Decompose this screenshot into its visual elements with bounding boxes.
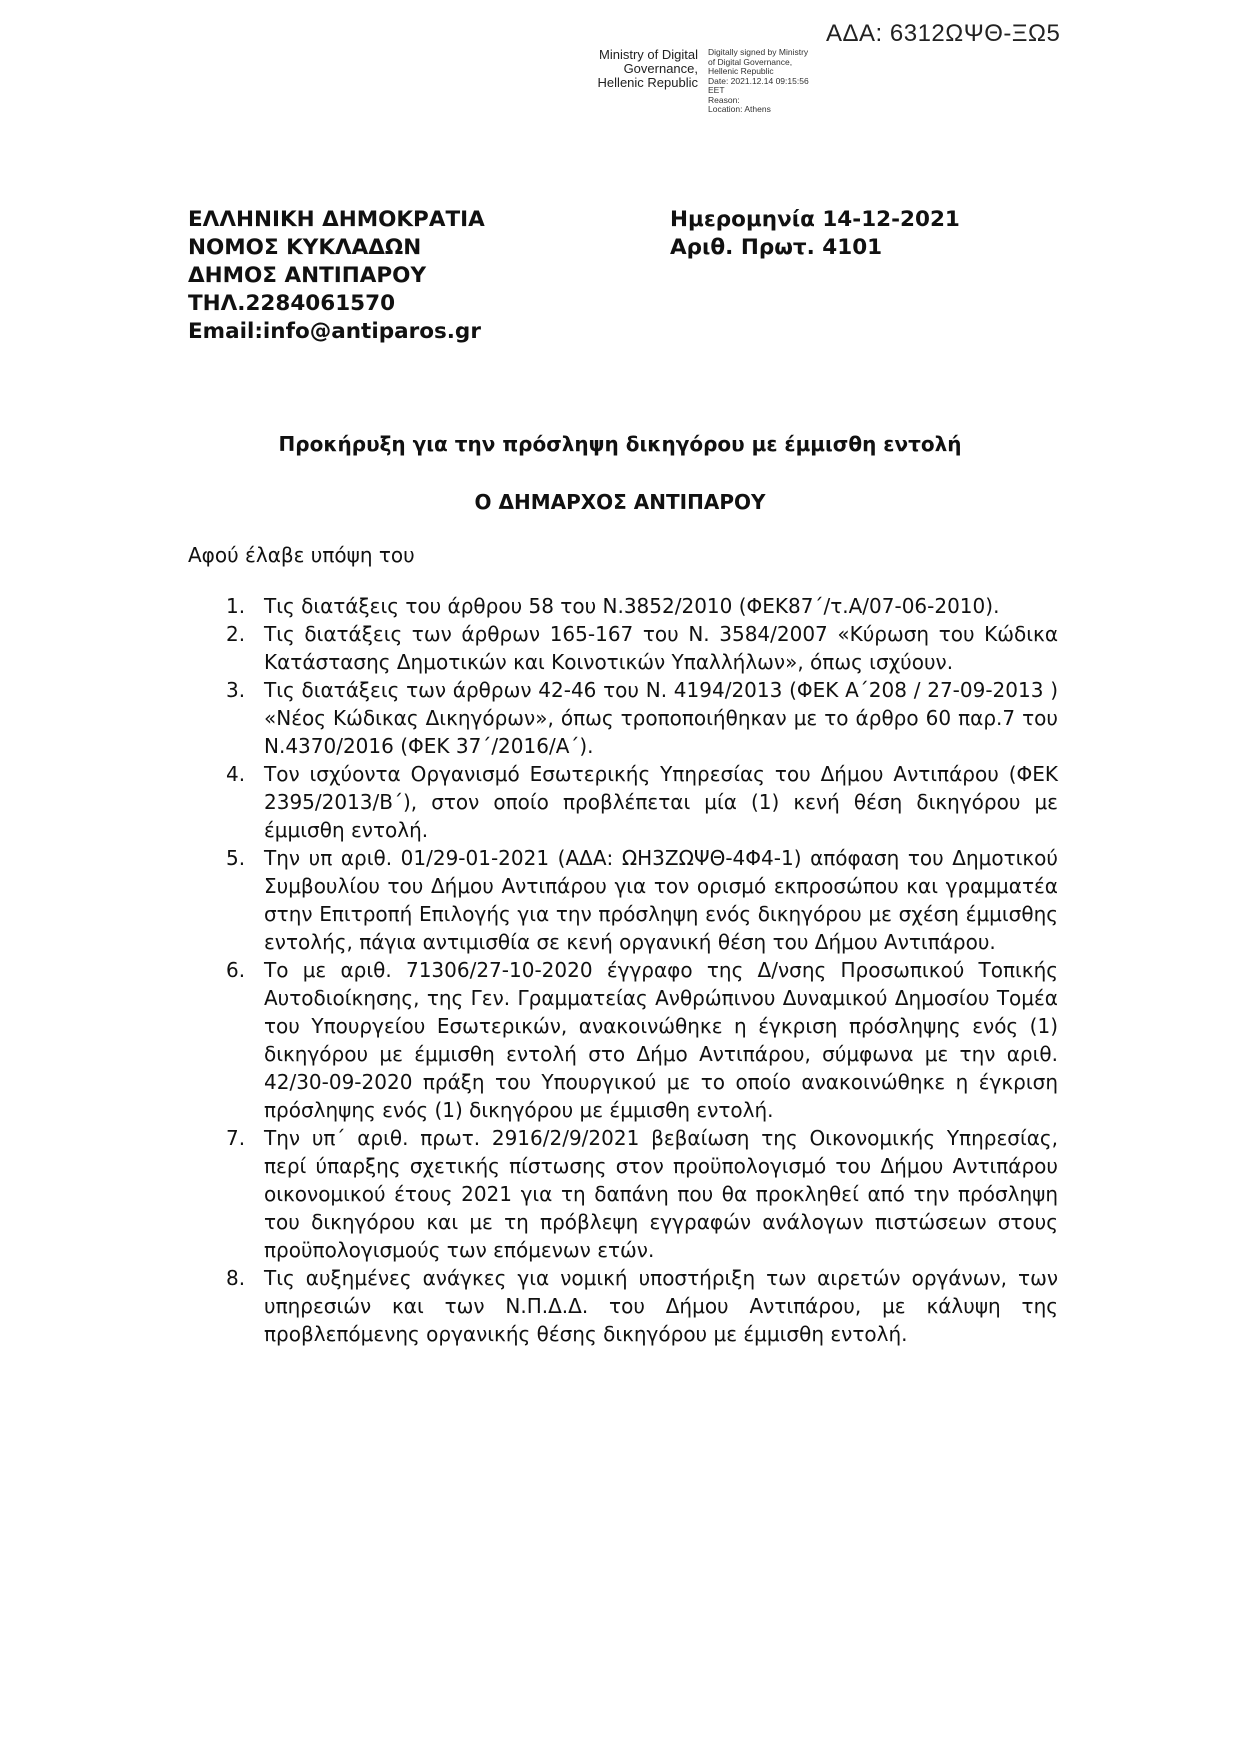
list-item: [226, 592, 1058, 620]
issuer-line: ΝΟΜΟΣ ΚΥΚΛΑΔΩΝ: [188, 235, 422, 260]
item-text: Την υπ αριθ. 01/29-01-2021 (ΑΔΑ: ΩΗ3ΖΩΨΘ-4Φ4-1) απόφαση του Δημοτικού Συμβουλίου του Δήμου Αντιπάρου για τον ορισμό εκπροσώπου και γραμματέα στην Επιτροπή Επιλογής για την πρόσληψη ενός δικηγόρου με σχέση έμμισθης εντολής, πάγια αντιμισθία σε κενή οργανική θέση του Δήμου Αντιπάρου.: [264, 846, 1058, 954]
signature-detail-line: Date: 2021.12.14 09:15:56: [708, 75, 809, 86]
signature-details: [708, 48, 838, 115]
document-title: Προκήρυξη για την πρόσληψη δικηγόρου με έμμισθη εντολή: [278, 432, 962, 456]
list-item: [226, 844, 1058, 956]
date-protocol-block: [670, 206, 960, 262]
signature-detail-line: EET: [708, 85, 725, 95]
list-item: [226, 620, 1058, 676]
document-date: Ημερομηνία 14-12-2021: [670, 207, 960, 232]
signature-detail-line: Reason:: [708, 94, 740, 105]
item-number: 3.: [226, 678, 246, 702]
issuer-line: ΔΗΜΟΣ ΑΝΤΙΠΑΡΟΥ: [188, 263, 427, 288]
signature-name-line: Ministry of Digital: [599, 47, 698, 62]
list-item: [226, 1124, 1058, 1264]
item-text: Τον ισχύοντα Οργανισμό Εσωτερικής Υπηρεσίας του Δήμου Αντιπάρου (ΦΕΚ 2395/2013/Β΄), στον οποίο προβλέπεται μία (1) κενή θέση δικηγόρου με έμμισθη εντολή.: [264, 762, 1058, 842]
mayor-heading: Ο ΔΗΜΑΡΧΟΣ ΑΝΤΙΠΑΡΟΥ: [474, 490, 766, 514]
item-text: Τις διατάξεις των άρθρων 165-167 του Ν. 3584/2007 «Κύρωση του Κώδικα Κατάστασης Δημοτικών και Κοινοτικών Υπαλλήλων», όπως ισχύουν.: [264, 622, 1058, 674]
issuer-line: ΤΗΛ.2284061570: [188, 291, 396, 316]
signature-name: [578, 48, 698, 90]
protocol-number: Αριθ. Πρωτ. 4101: [670, 235, 883, 260]
issuer-email: Email:info@antiparos.gr: [188, 319, 481, 344]
signature-detail-line: Hellenic Republic: [708, 66, 774, 76]
item-text: Την υπ΄ αριθ. πρωτ. 2916/2/9/2021 βεβαίωση της Οικονομικής Υπηρεσίας, περί ύπαρξης σχετικής πίστωσης στον προϋπολογισμό του Δήμου Αντιπάρου οικονομικού έτους 2021 για τη δαπάνη που θα προκληθεί από την πρόσληψη του δικηγόρου και με τη πρόβλεψη εγγραφών ανάλογων πιστώσεων στους προϋπολογισμούς των επόμενων ετών.: [264, 1126, 1058, 1262]
issuer-line: ΕΛΛΗΝΙΚΗ ΔΗΜΟΚΡΑΤΙΑ: [188, 207, 485, 232]
issuer-block: [188, 206, 485, 346]
list-item: [226, 1264, 1058, 1348]
item-number: 4.: [226, 762, 246, 786]
item-number: 1.: [226, 594, 246, 618]
list-item: [226, 760, 1058, 844]
item-number: 7.: [226, 1126, 246, 1150]
signature-detail-line: of Digital Governance,: [708, 56, 793, 67]
item-number: 2.: [226, 622, 246, 646]
ada-code: ΑΔΑ: 6312ΩΨΘ-ΞΩ5: [826, 20, 1061, 47]
item-number: 5.: [226, 846, 246, 870]
item-text: Τις διατάξεις του άρθρου 58 του Ν.3852/2010 (ΦΕΚ87΄/τ.Α/07-06-2010).: [264, 594, 1000, 618]
intro-text: Αφού έλαβε υπόψη του: [188, 543, 415, 567]
item-text: Τις αυξημένες ανάγκες για νομική υποστήριξη των αιρετών οργάνων, των υπηρεσιών και των Ν.Π.Δ.Δ. του Δήμου Αντιπάρου, με κάλυψη της προβλεπόμενης οργανικής θέσης δικηγόρου με έμμισθη εντολή.: [264, 1266, 1058, 1346]
list-item: [226, 676, 1058, 760]
signature-name-line: Hellenic Republic: [597, 75, 698, 90]
signature-detail-line: Location: Athens: [708, 104, 771, 114]
item-number: 6.: [226, 958, 246, 982]
item-text: Το με αριθ. 71306/27-10-2020 έγγραφο της Δ/νσης Προσωπικού Τοπικής Αυτοδιοίκησης, της Γεν. Γραμματείας Ανθρώπινου Δυναμικού Δημοσίου Τομέα του Υπουργείου Εσωτερικών, ανακοινώθηκε η έγκριση πρόσληψης ενός (1) δικηγόρου με έμμισθη εντολή στο Δήμο Αντιπάρου, σύμφωνα με την αριθ. 42/30-09-2020 πράξη του Υπουργικού με το οποίο ανακοινώθηκε η έγκριση πρόσληψης ενός (1) δικηγόρου με έμμισθη εντολή.: [264, 958, 1058, 1122]
item-number: 8.: [226, 1266, 246, 1290]
considerations-list: [226, 592, 1058, 1348]
signature-name-line: Governance,: [623, 61, 698, 76]
item-text: Τις διατάξεις των άρθρων 42-46 του Ν. 4194/2013 (ΦΕΚ Α΄208 / 27-09-2013 ) «Νέος Κώδικας Δικηγόρων», όπως τροποποιήθηκαν με το άρθρο 60 παρ.7 του Ν.4370/2016 (ΦΕΚ 37΄/2016/Α΄).: [264, 678, 1058, 758]
signature-detail-line: Digitally signed by Ministry: [708, 47, 809, 57]
list-item: [226, 956, 1058, 1124]
